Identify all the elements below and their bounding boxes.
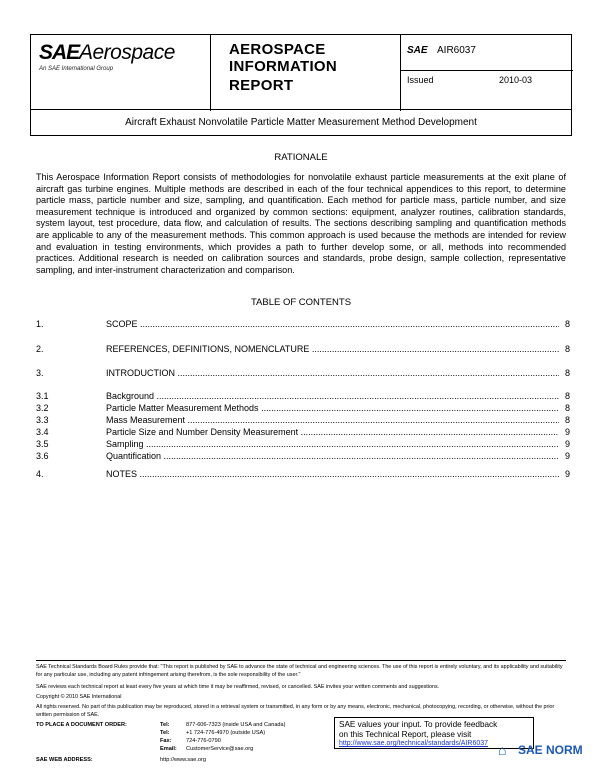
toc-page: 9	[564, 427, 570, 437]
logo-subtitle: An SAE International Group	[39, 66, 114, 72]
feedback-line-2: on this Technical Report, please visit	[339, 729, 472, 739]
sae-mark: SAE	[407, 45, 428, 56]
sae-norm-badge	[498, 742, 600, 776]
toc-number: 4.	[36, 469, 44, 479]
toc-number: 3.5	[36, 439, 49, 449]
web-link[interactable]: http://www.sae.org	[160, 757, 207, 763]
fax-label: Fax:	[160, 738, 172, 744]
toc-number: 3.3	[36, 415, 49, 425]
toc-label: Mass Measurement .....	[106, 414, 559, 426]
tel-label: Tel:	[160, 722, 170, 728]
feedback-line-1: SAE values your input. To provide feedback	[339, 720, 498, 729]
document-title-box	[30, 110, 572, 136]
toc-page: 8	[564, 368, 570, 378]
toc-entry[interactable]	[36, 367, 570, 379]
toc-page: 9	[564, 451, 570, 461]
document-title: Aircraft Exhaust Nonvolatile Particle Matter Measurement Method Development	[125, 117, 477, 128]
toc-page: 8	[564, 415, 570, 425]
toc-entry[interactable]	[36, 414, 570, 426]
footer-divider	[36, 660, 566, 661]
toc-entry[interactable]	[36, 450, 570, 462]
sae-aerospace-logo	[31, 35, 211, 111]
toc-number: 3.2	[36, 403, 49, 413]
toc-entry[interactable]	[36, 426, 570, 438]
tel2-value[interactable]: +1 724-776-4970 (outside USA)	[186, 730, 266, 736]
title-line-3: REPORT	[229, 77, 294, 94]
document-header	[30, 34, 572, 110]
logo-sae-text: SAE	[39, 41, 80, 64]
toc-number: 3.1	[36, 391, 49, 401]
toc-label: INTRODUCTION .....	[106, 367, 559, 379]
toc-entry[interactable]	[36, 438, 570, 450]
toc-label: NOTES .....	[106, 468, 559, 480]
toc-number: 3.4	[36, 427, 49, 437]
issued-date: 2010-03	[499, 75, 533, 85]
toc-entry[interactable]	[36, 402, 570, 414]
order-label: TO PLACE A DOCUMENT ORDER:	[36, 722, 127, 728]
tel-value[interactable]: 877-606-7323 (inside USA and Canada)	[186, 722, 286, 728]
toc-page: 8	[564, 403, 570, 413]
email-link[interactable]: CustomerService@sae.org	[186, 746, 254, 752]
toc-label: REFERENCES, DEFINITIONS, NOMENCLATURE .....	[106, 343, 559, 355]
toc-entry[interactable]	[36, 390, 570, 402]
web-label: SAE WEB ADDRESS:	[36, 757, 93, 763]
toc-number: 2.	[36, 344, 44, 354]
norm-logo-icon: ⌂	[498, 742, 507, 758]
issued-label: Issued	[407, 75, 434, 85]
rationale-heading: RATIONALE	[274, 152, 328, 163]
title-line-2: INFORMATION	[229, 58, 338, 75]
toc-number: 3.6	[36, 451, 49, 461]
toc-entry[interactable]	[36, 468, 570, 480]
footer-copyright: Copyright © 2010 SAE International	[36, 694, 122, 700]
toc-entry[interactable]	[36, 343, 570, 355]
toc-number: 3.	[36, 368, 44, 378]
report-type-title	[211, 35, 401, 111]
document-number-row	[401, 35, 573, 71]
footer-rights: All rights reserved. No part of this publication may be reproduced, stored in a retrieval system or transmitted, in any form or by any means, electronic, mechanical, photocopying, recording, or otherwise, without the prior written permission of SAE.	[36, 704, 555, 718]
norm-badge-text: SAE NORM	[518, 743, 583, 757]
logo-aerospace-text: Aerospace	[79, 41, 175, 64]
document-id-block	[401, 35, 573, 111]
title-line-1: AEROSPACE	[229, 41, 326, 58]
toc-label: Particle Matter Measurement Methods .....	[106, 402, 559, 414]
toc-page: 9	[564, 469, 570, 479]
toc-page: 8	[564, 319, 570, 329]
toc-label: Sampling .....	[106, 438, 559, 450]
document-number: AIR6037	[437, 45, 476, 56]
toc-page: 8	[564, 344, 570, 354]
toc-label: Quantification .....	[106, 450, 559, 462]
feedback-link[interactable]: http://www.sae.org/technical/standards/AIR6037	[339, 740, 489, 747]
email-label: Email:	[160, 746, 177, 752]
tel2-label: Tel:	[160, 730, 170, 736]
toc-page: 9	[564, 439, 570, 449]
toc-label: Particle Size and Number Density Measurement .....	[106, 426, 559, 438]
web-address-row	[36, 757, 207, 763]
toc-entry[interactable]	[36, 318, 570, 330]
toc-label: Background .....	[106, 390, 559, 402]
rationale-paragraph: This Aerospace Information Report consists of methodologies for nonvolatile exhaust particle measurements at the exit plane of aircraft gas turbine engines. Multiple methods are described in each of the four technical appendices to this report, to determine particle mass, particle number and size, sampling, and quantification. Each method for particle mass, particle number, and size measurement technique is introduced and organized by common sections: equipment, analyzer routines, calibration standards, system layout, test procedure, data flow, and calculation of results. The sections describing sampling and quantification methods are applicable to any of the measurement methods. This common approach is used because the methods are intended for review and evaluation in testing environments, which provides a path to further develop some, or all, methods into recommended practices. Additional research is needed on calibration sources and standards, probe design, sample collection, representative sampling, and inter-instrument characterization and comparison.	[36, 172, 566, 275]
toc-number: 1.	[36, 319, 44, 329]
fax-value: 724-776-0790	[186, 738, 221, 744]
toc-label: SCOPE .....	[106, 318, 559, 330]
toc-page: 8	[564, 391, 570, 401]
footer-review-note: SAE reviews each technical report at least every five years at which time it may be reaffirmed, revised, or cancelled. SAE invites your written comments and suggestions.	[36, 684, 440, 690]
footer-rules-note: SAE Technical Standards Board Rules provide that: "This report is published by SAE to advance the state of technical and engineering sciences. The use of this report is entirely voluntary, and its applicability and suitability for any particular use, including any patent infringement arising therefrom, is the sole responsibility of the user."	[36, 664, 563, 678]
toc-heading: TABLE OF CONTENTS	[250, 297, 352, 308]
